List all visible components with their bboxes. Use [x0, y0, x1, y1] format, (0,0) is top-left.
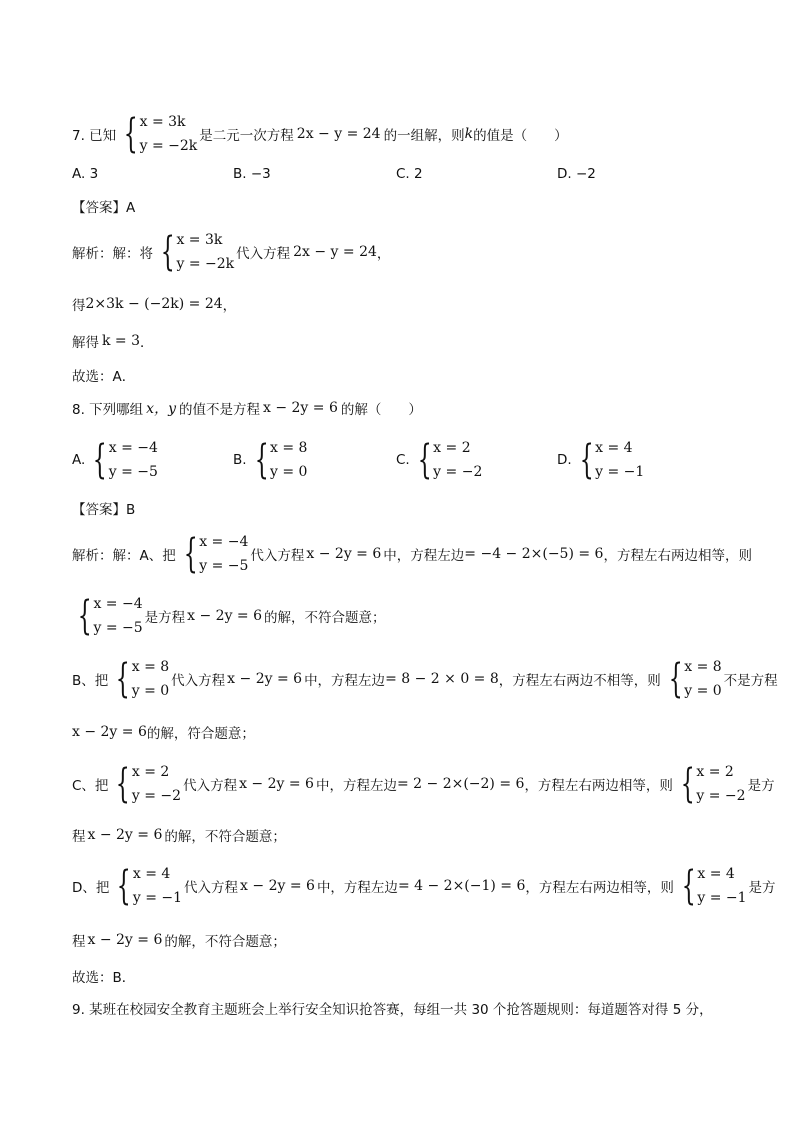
sys-row: y = 0	[684, 683, 722, 699]
q8-option-c	[396, 436, 484, 484]
step1-end: ，	[222, 298, 237, 314]
brace-icon: {	[123, 111, 138, 157]
q7-sys-row: x = 3k	[139, 114, 186, 130]
sys-row: y = −2	[696, 788, 746, 804]
b-p3: 中，方程左边	[304, 673, 386, 689]
step2-end: ．	[140, 335, 154, 351]
q7-choose: 故选：A．	[72, 369, 136, 385]
analysis-prefix: 解析：解：将	[72, 246, 153, 262]
sys-row: y = −1	[132, 890, 183, 906]
d-p3: 中，方程左边	[316, 880, 398, 896]
q8-choose: 故选：B．	[72, 970, 136, 986]
step2-equation: k = 3	[102, 333, 141, 349]
a-calc: = −4 − 2×(−5) = 6	[464, 546, 604, 562]
sys-row: x = −4	[108, 440, 158, 456]
sys-row: y = −2	[131, 788, 182, 804]
d-equation: x − 2y = 6	[240, 878, 315, 894]
sys-row: x = −4	[93, 596, 143, 612]
sys-row: y = −2k	[176, 256, 235, 272]
q8-option-a	[72, 436, 160, 484]
sys-row: y = 0	[270, 464, 308, 480]
sys-row: y = −2	[433, 464, 483, 480]
d-p4: ，方程左右两边相等，则	[525, 880, 674, 896]
analysis-equation: 2x − y = 24	[293, 244, 377, 260]
brace-icon: {	[115, 656, 130, 702]
option-label: D.	[557, 452, 572, 468]
a-p4: ，方程左右两边相等，则	[603, 548, 752, 564]
sys-row: x = 4	[595, 440, 633, 456]
a-p2: 代入方程	[250, 548, 305, 564]
sys-row: y = −5	[108, 464, 158, 480]
b-p1: B、把	[72, 673, 109, 689]
q8-analysis-c-cont	[72, 825, 286, 845]
q7-analysis	[72, 228, 390, 276]
step1-prefix: 得	[72, 298, 86, 314]
c-p2: 代入方程	[183, 778, 238, 794]
sys-row: x = 8	[684, 659, 722, 675]
c-equation2: x − 2y = 6	[87, 827, 163, 843]
q7-tail: 的一组解，则	[383, 128, 465, 144]
c-p3: 中，方程左边	[315, 778, 397, 794]
sys-row: y = −1	[595, 464, 645, 480]
q8-equation: x − 2y = 6	[262, 400, 338, 416]
analysis-mid: 代入方程	[236, 246, 291, 262]
q7-option-c: C. 2	[396, 166, 423, 182]
analysis-end: ，	[376, 246, 391, 262]
sys-row: y = 0	[131, 683, 170, 699]
d-calc: = 4 − 2×(−1) = 6	[397, 878, 526, 894]
d-p1: D、把	[72, 880, 110, 896]
q7-analysis-system	[155, 228, 234, 276]
sys-row: x = 4	[697, 866, 735, 882]
sys-row: x = 2	[131, 764, 170, 780]
q7-equation: 2x − y = 24	[296, 126, 381, 142]
a-p1: 解析：解：A、把	[72, 548, 176, 564]
b-p5: 不是方程	[723, 673, 778, 689]
a-p5: 是方程	[144, 610, 186, 626]
q8-analysis-b	[72, 655, 778, 703]
b-calc: = 8 − 2 × 0 = 8	[385, 671, 499, 687]
q8-option-d	[557, 436, 646, 484]
d-p2: 代入方程	[184, 880, 239, 896]
sys-row: x = 3k	[176, 232, 223, 248]
q8-mid: 的值不是方程	[178, 402, 260, 418]
q7-stem	[72, 110, 568, 158]
a-equation: x − 2y = 6	[306, 546, 382, 562]
b-equation: x − 2y = 6	[227, 671, 303, 687]
brace-icon: {	[680, 761, 695, 807]
a-p6: 的解，不符合题意；	[264, 610, 386, 626]
q7-system	[118, 110, 197, 158]
d-p5b: 程	[72, 934, 86, 950]
brace-icon: {	[579, 437, 594, 483]
q7-option-d: D. −2	[557, 166, 596, 182]
c-p1: C、把	[72, 778, 109, 794]
sys-row: y = −5	[93, 620, 143, 636]
q7-mid: 是二元一次方程	[199, 128, 294, 144]
q8-stem	[72, 398, 422, 418]
brace-icon: {	[117, 863, 132, 909]
b-p6: 的解，符合题意；	[146, 726, 255, 742]
sys-row: y = −1	[697, 890, 747, 906]
q8-analysis-b-cont	[72, 722, 255, 742]
q8-prefix: 8. 下列哪组	[72, 402, 144, 418]
q7-option-b: B. −3	[233, 166, 271, 182]
sys-row: x = 2	[696, 764, 734, 780]
q7-var: k	[464, 126, 474, 142]
brace-icon: {	[417, 437, 432, 483]
d-equation2: x − 2y = 6	[87, 932, 163, 948]
q8-analysis-a-cont	[72, 592, 386, 640]
option-label: B.	[233, 452, 247, 468]
brace-icon: {	[160, 229, 175, 275]
sys-row: x = 4	[132, 866, 171, 882]
d-p6: 的解，不符合题意；	[164, 934, 286, 950]
q8-analysis-d	[72, 862, 776, 910]
sys-row: x = 8	[131, 659, 170, 675]
step1-equation: 2×3k − (−2k) = 24	[85, 296, 223, 312]
q7-answer: 【答案】A	[72, 200, 136, 216]
b-p2: 代入方程	[171, 673, 226, 689]
brace-icon: {	[93, 437, 108, 483]
q7-option-a: A. 3	[72, 166, 99, 182]
step2-prefix: 解得	[72, 335, 99, 351]
q7-sys-row: y = −2k	[139, 138, 198, 154]
q8-answer: 【答案】B	[72, 502, 136, 518]
q8-end: 的解（ ）	[340, 402, 422, 418]
a-equation2: x − 2y = 6	[187, 608, 263, 624]
brace-icon: {	[668, 656, 683, 702]
c-p5b: 程	[72, 829, 86, 845]
c-p4: ，方程左右两边相等，则	[524, 778, 673, 794]
sys-row: x = −4	[199, 534, 249, 550]
q7-end: 的值是（ ）	[473, 128, 568, 144]
q7-step2	[72, 331, 154, 351]
q7-step1	[72, 294, 236, 314]
brace-icon: {	[254, 437, 269, 483]
q8-vars: x，y	[146, 401, 176, 417]
option-label: A.	[72, 452, 86, 468]
b-equation2: x − 2y = 6	[72, 724, 147, 740]
q8-analysis-a	[72, 530, 752, 578]
sys-row: y = −5	[199, 558, 249, 574]
c-equation: x − 2y = 6	[239, 776, 314, 792]
brace-icon: {	[116, 761, 131, 807]
q8-analysis-d-cont	[72, 930, 286, 950]
c-p6: 的解，不符合题意；	[164, 829, 286, 845]
q9-stem: 9. 某班在校园安全教育主题班会上举行安全知识抢答赛，每组一共 30 个抢答题规则：每道题答对得 5 分，	[72, 1002, 713, 1018]
a-p3: 中，方程左边	[383, 548, 465, 564]
c-calc: = 2 − 2×(−2) = 6	[396, 776, 525, 792]
sys-row: x = 8	[270, 440, 308, 456]
option-label: C.	[396, 452, 410, 468]
q8-option-b	[233, 436, 309, 484]
sys-row: x = 2	[433, 440, 471, 456]
brace-icon: {	[681, 863, 696, 909]
b-p4: ，方程左右两边不相等，则	[498, 673, 661, 689]
brace-icon: {	[183, 531, 198, 577]
brace-icon: {	[77, 593, 92, 639]
q7-prefix: 7. 已知	[72, 128, 117, 144]
q8-analysis-c	[72, 760, 775, 808]
c-p5: 是方	[747, 778, 775, 794]
d-p5: 是方	[748, 880, 776, 896]
